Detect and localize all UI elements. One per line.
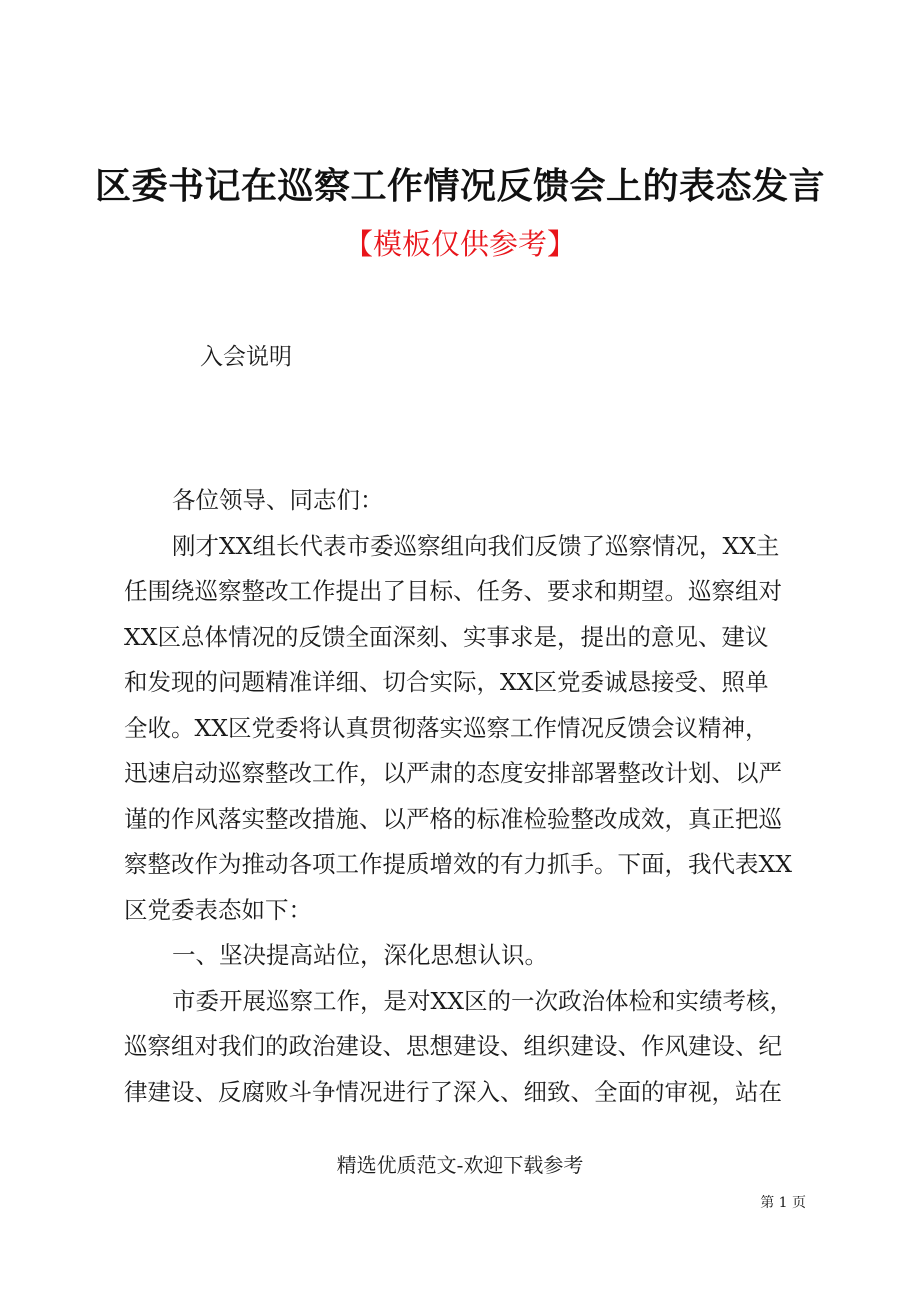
- body-line: 巡察组对我们的政治建设、思想建设、组织建设、作风建设、纪: [124, 1032, 782, 1060]
- body-line: 谨的作风落实整改措施、以严格的标准检验整改成效，真正把巡: [124, 804, 782, 833]
- body-line: 市委开展巡察工作，是对XX区的一次政治体检和实绩考核，: [172, 986, 793, 1015]
- section-heading: 一、坚决提高站位，深化思想认识。: [172, 941, 548, 969]
- page-footer: 精选优质范文-欢迎下载参考: [336, 1153, 584, 1177]
- body-line: 区党委表态如下：: [124, 895, 312, 924]
- body-line: 迅速启动巡察整改工作，以严肃的态度安排部署整改计划、以严: [124, 759, 782, 787]
- body-line: 和发现的问题精准详细、切合实际，XX区党委诚恳接受、照单: [124, 668, 769, 696]
- body-line: 律建设、反腐败斗争情况进行了深入、细致、全面的审视，站在: [124, 1077, 782, 1106]
- body-line: 刚才XX组长代表市委巡察组向我们反馈了巡察情况，XX主: [172, 531, 780, 560]
- document-subtitle: 【模板仅供参考】: [343, 227, 576, 261]
- intro-label: 入会说明: [200, 344, 292, 370]
- salutation-line: 各位领导、同志们：: [172, 486, 384, 514]
- body-line: XX区总体情况的反馈全面深刻、实事求是，提出的意见、建议: [124, 622, 769, 651]
- page-number: 第 1 页: [760, 1195, 806, 1211]
- document-body: [124, 478, 804, 1115]
- body-line: 任围绕巡察整改工作提出了目标、任务、要求和期望。巡察组对: [124, 577, 782, 605]
- document-title: 区委书记在巡察工作情况反馈会上的表态发言: [94, 165, 825, 207]
- body-line: 全收。XX区党委将认真贯彻落实巡察工作情况反馈会议精神，: [124, 713, 769, 742]
- body-line: 察整改作为推动各项工作提质增效的有力抓手。下面，我代表XX: [124, 850, 792, 878]
